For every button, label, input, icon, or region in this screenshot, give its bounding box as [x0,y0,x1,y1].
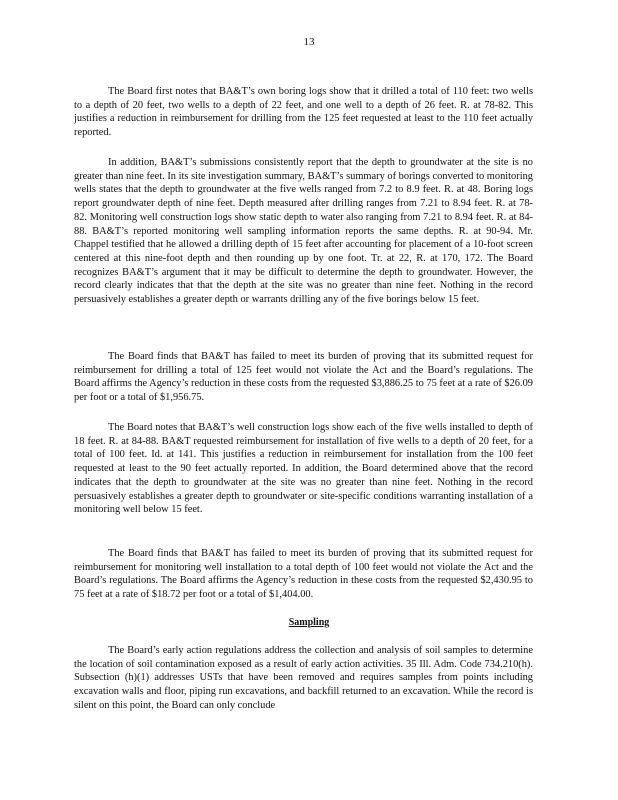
paragraph-drilling-depth: The Board first notes that BA&T’s own boring logs show that it drilled a total of 110 feet: two wells to a depth of 20 feet, two wells to a depth of 22 feet, and one well to a depth of 26 feet. R. at 78-82. This justifies a reduction in reimbursement for drilling from the 125 feet requested at least to the 110 feet actually reported. [74,86,533,139]
paragraph-groundwater-depth: In addition, BA&T’s submissions consistently report that the depth to groundwater at the site is no greater than nine feet. In its site investigation summary, BA&T’s summary of borings converted to monitoring wells states that the depth to groundwater at the five wells ranged from 7.2 to 8.9 feet. R. at 48. Boring logs report groundwater depth of nine feet. Depth measured after drilling ranges from 7.21 to 8.94 feet. R. at 78-82. Monitoring well construction logs show static depth to water also ranging from 7.21 to 8.94 feet. R. at 84-88. BA&T’s reported monitoring well sampling information reports the same depths. R. at 90-94. Mr. Chappel testified that he allowed a drilling depth of 15 feet after accounting for placement of a 10-foot screen centered at this nine-foot depth and then rounding up by one foot. Tr. at 22, R. at 170, 172. The Board recognizes BA&T’s argument that it may be difficult to determine the depth to groundwater. However, the record clearly indicates that that the depth at the site was no greater than nine feet. Nothing in the record persuasively establishes a greater depth or warrants drilling any of the five borings below 15 feet. [74,157,533,306]
paragraph-well-installation: The Board notes that BA&T’s well construction logs show each of the five wells installed to depth of 18 feet. R. at 84-88. BA&T requested reimbursement for installation of five wells to a depth of 20 feet, for a total of 100 feet. Id. at 141. This justifies a reduction in reimbursement for installation from the 100 feet requested at least to the 90 feet actually reported. In addition, the Board determined above that the record indicates that the depth to groundwater at the site was no greater than nine feet. Nothing in the record persuasively establishes a greater depth to groundwater or site-specific conditions warranting installation of a monitoring well below 15 feet. [74,422,533,516]
section-heading-text: Sampling [288,617,330,628]
paragraph-sampling: The Board’s early action regulations address the collection and analysis of soil samples to determine the location of soil contamination exposed as a result of early action activities. 35 Ill. Adm. Code 734.210(h). Subsection (h)(1) addresses USTs that have been removed and requires samples from points including excavation walls and floor, piping run excavations, and backfill returned to an excavation. While the record is silent on this point, the Board can only conclude [74,645,533,711]
section-heading-sampling [0,617,618,628]
paragraph-drilling-finding: The Board finds that BA&T has failed to meet its burden of proving that its submitted request for reimbursement for drilling a total of 125 feet would not violate the Act and the Board’s regulations. The Board affirms the Agency’s reduction in these costs from the requested $3,886.25 to 75 feet at a rate of $26.09 per foot or a total of $1,956.75. [74,351,533,404]
page-number: 13 [303,36,315,48]
paragraph-installation-finding: The Board finds that BA&T has failed to meet its burden of proving that its submitted request for reimbursement for monitoring well installation to a total depth of 100 feet would not violate the Act and the Board’s regulations. The Board affirms the Agency’s reduction in these costs from the requested $2,430.95 to 75 feet at a rate of $18.72 per foot or a total of $1,404.00. [74,548,533,601]
